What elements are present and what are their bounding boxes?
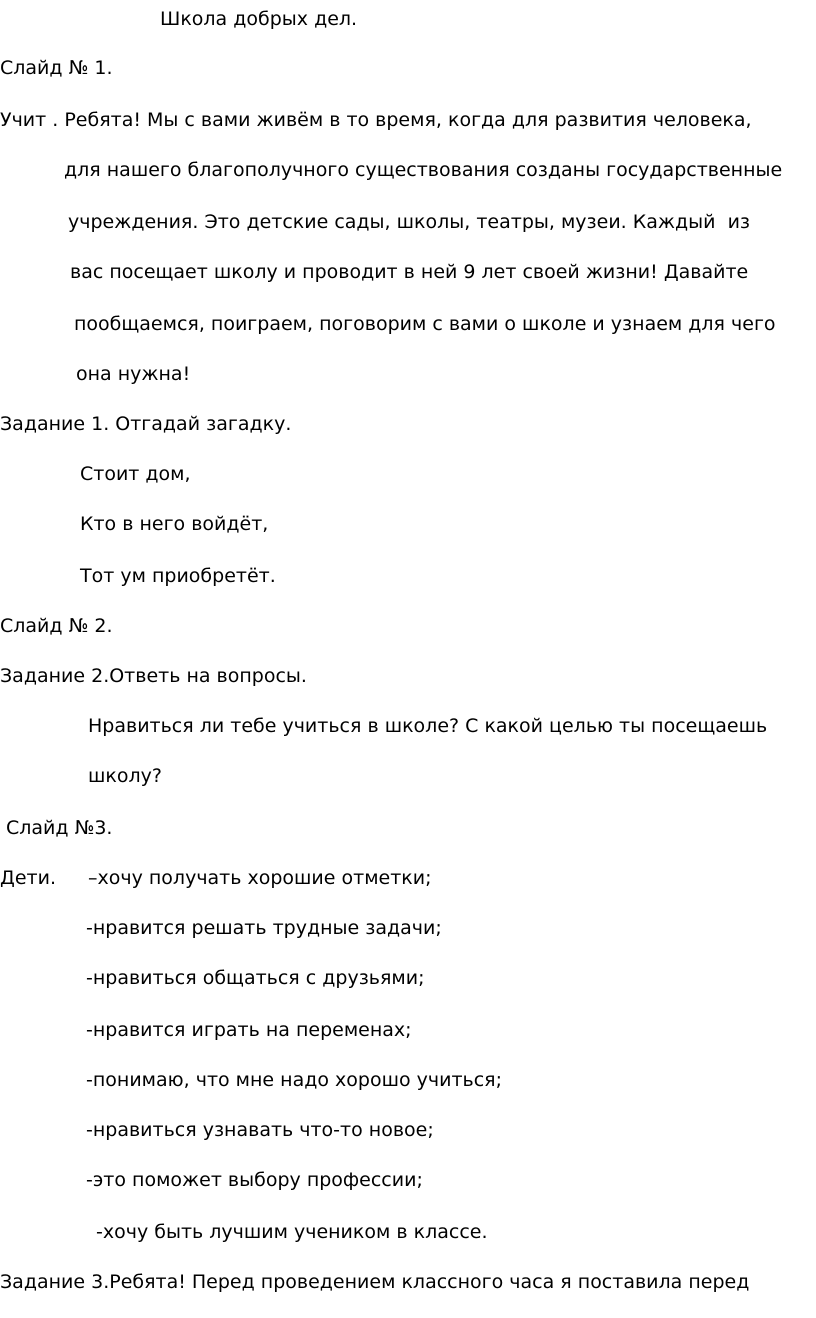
answer-line: -нравится играть на переменах; bbox=[86, 1019, 412, 1041]
paragraph-line: Учит . Ребята! Мы с вами живём в то время, когда для развития человека, bbox=[0, 109, 752, 131]
task-heading: Задание 3.Ребята! Перед проведением классного часа я поставила перед bbox=[0, 1271, 750, 1293]
question-line: школу? bbox=[88, 765, 162, 787]
riddle-line: Стоит дом, bbox=[80, 463, 191, 485]
question-line: Нравиться ли тебе учиться в школе? С какой целью ты посещаешь bbox=[88, 715, 768, 737]
answer-line: -понимаю, что мне надо хорошо учиться; bbox=[86, 1069, 502, 1091]
task-heading: Задание 1. Отгадай загадку. bbox=[0, 413, 292, 435]
paragraph-line: для нашего благополучного существования созданы государственные bbox=[64, 159, 783, 181]
slide-heading: Слайд №3. bbox=[6, 817, 113, 839]
riddle-line: Кто в него войдёт, bbox=[80, 513, 269, 535]
paragraph-line: она нужна! bbox=[76, 363, 191, 385]
answer-line: –хочу получать хорошие отметки; bbox=[88, 867, 432, 889]
speaker-label: Дети. bbox=[0, 867, 56, 889]
answer-line: -хочу быть лучшим учеником в классе. bbox=[96, 1221, 488, 1243]
answer-line: -нравится решать трудные задачи; bbox=[86, 917, 442, 939]
answer-line: -нравиться общаться с друзьями; bbox=[86, 967, 425, 989]
paragraph-line: пообщаемся, поиграем, поговорим с вами о школе и узнаем для чего bbox=[74, 313, 776, 335]
slide-heading: Слайд № 2. bbox=[0, 615, 113, 637]
answer-line: -это поможет выбору профессии; bbox=[86, 1169, 423, 1191]
document-title: Школа добрых дел. bbox=[160, 8, 358, 30]
paragraph-line: вас посещает школу и проводит в ней 9 лет своей жизни! Давайте bbox=[70, 261, 749, 283]
slide-heading: Слайд № 1. bbox=[0, 57, 113, 79]
task-heading: Задание 2.Ответь на вопросы. bbox=[0, 665, 307, 687]
paragraph-line: учреждения. Это детские сады, школы, театры, музеи. Каждый из bbox=[68, 211, 751, 233]
answer-line: -нравиться узнавать что-то новое; bbox=[86, 1119, 434, 1141]
riddle-line: Тот ум приобретёт. bbox=[80, 565, 276, 587]
